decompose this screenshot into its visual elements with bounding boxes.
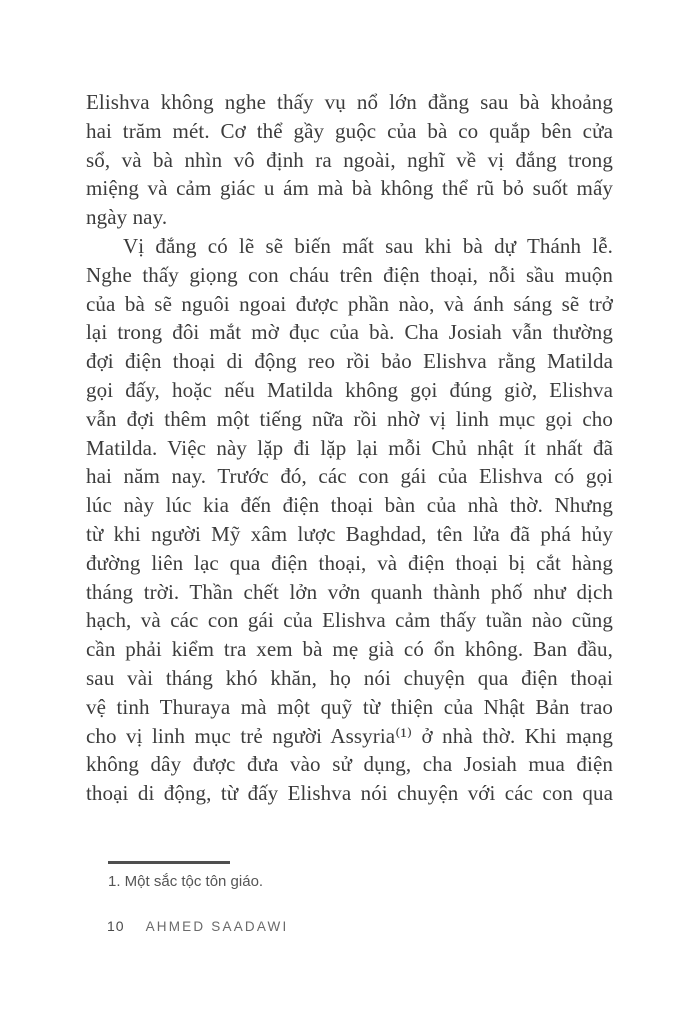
page-footer: [107, 918, 288, 934]
text-line: Matilda. Việc này lặp đi lặp lại mỗi Chủ nhật ít nhất đã: [86, 435, 613, 460]
text-line: hạch, và các con gái của Elishva cảm thấy tuần nào cũng: [86, 608, 613, 633]
text-line: ngày nay.: [86, 205, 168, 230]
text-line: gọi đấy, hoặc nếu Matilda không gọi đúng giờ, Elishva: [86, 377, 613, 402]
text-line: từ khi người Mỹ xâm lược Baghdad, tên lửa đã phá hủy: [86, 521, 613, 546]
text-line: cho vị linh mục trẻ người Assyria⁽¹⁾ ở nhà thờ. Khi mạng: [86, 723, 613, 748]
page-number: 10: [107, 918, 125, 934]
text-line: vệ tinh Thuraya mà một quỹ từ thiện của Nhật Bản trao: [86, 694, 613, 719]
text-line: của bà sẽ nguôi ngoai được phần nào, và ánh sáng sẽ trở: [86, 291, 613, 316]
text-line: lại trong đôi mắt mờ đục của bà. Cha Josiah vẫn thường: [86, 320, 613, 345]
text-line: Elishva không nghe thấy vụ nổ lớn đằng sau bà khoảng: [86, 90, 613, 114]
text-line: miệng và cảm giác u ám mà bà không thể rũ bỏ suốt mấy: [86, 176, 613, 201]
footnote: [108, 861, 263, 891]
text-line: vẫn đợi thêm một tiếng nữa rồi nhờ vị linh mục gọi cho: [86, 406, 613, 431]
text-line: hai trăm mét. Cơ thể gầy guộc của bà co quắp bên cửa: [86, 118, 613, 143]
text-line: thoại di động, từ đấy Elishva nói chuyện với các con qua: [86, 781, 613, 806]
text-line: Vị đắng có lẽ sẽ biến mất sau khi bà dự Thánh lễ.: [123, 233, 613, 258]
text-line: không dây được đưa vào sử dụng, cha Josiah mua điện: [86, 752, 613, 777]
text-line: sau vài tháng khó khăn, họ nói chuyện qua điện thoại: [86, 665, 613, 690]
text-line: sổ, và bà nhìn vô định ra ngoài, nghĩ về vị đắng trong: [86, 147, 613, 172]
text-line: Nghe thấy giọng con cháu trên điện thoại, nỗi sầu muộn: [86, 262, 613, 287]
text-line: hai năm nay. Trước đó, các con gái của Elishva có gọi: [86, 464, 613, 489]
footnote-text: 1. Một sắc tộc tôn giáo.: [108, 873, 264, 890]
text-line: đợi điện thoại di động reo rồi bảo Elishva rằng Matilda: [86, 349, 613, 374]
body-text: [86, 88, 613, 808]
text-line: lúc này lúc kia đến điện thoại bàn của nhà thờ. Nhưng: [86, 493, 613, 518]
footnote-rule: [108, 861, 230, 864]
text-line: đường liên lạc qua điện thoại, và điện thoại bị cắt hàng: [86, 550, 613, 575]
footer-author: AHMED SAADAWI: [145, 919, 289, 934]
text-line: tháng trời. Thần chết lởn vởn quanh thành phố như dịch: [86, 579, 613, 604]
text-line: cần phải kiểm tra xem bà mẹ già có ổn không. Ban đầu,: [86, 637, 613, 662]
